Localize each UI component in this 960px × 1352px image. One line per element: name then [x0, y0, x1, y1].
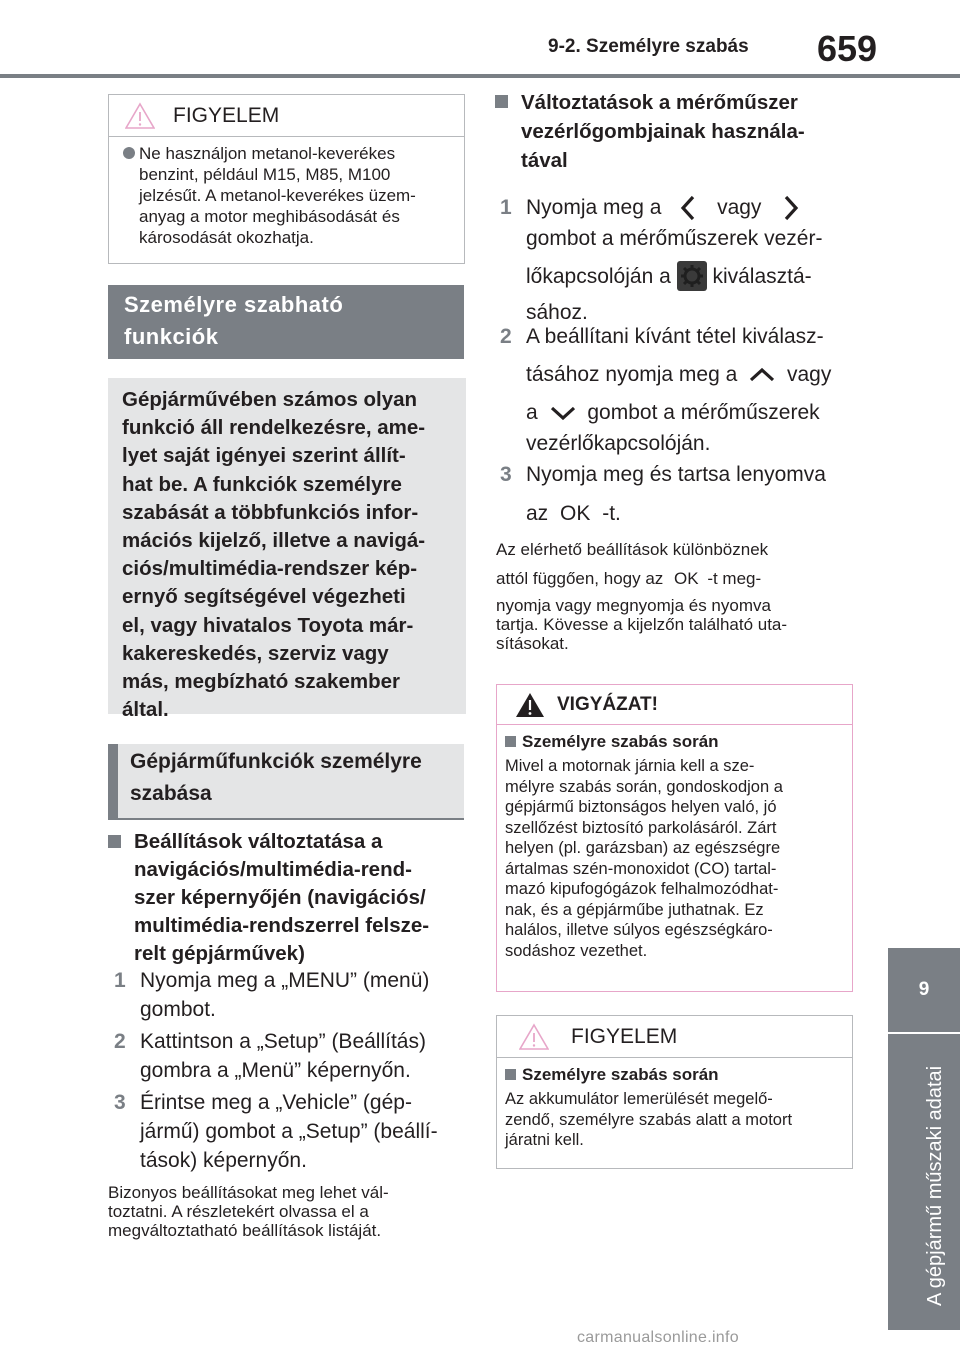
notice-title: FIGYELEM: [571, 1024, 678, 1048]
notice-header: [497, 1016, 852, 1058]
heading-line: multimédia-rendszerrel felsze-: [134, 914, 430, 937]
step-line: [526, 192, 866, 223]
warning-line: sodáshoz vezethet.: [505, 941, 648, 960]
nav-method-heading: [134, 828, 464, 968]
step-line: [526, 359, 866, 390]
intro-line: által.: [122, 698, 169, 722]
notice-box-top: [108, 94, 465, 264]
step-text: vagy: [786, 363, 832, 386]
step-line: gombot a mérőműszerek vezér-: [526, 227, 823, 251]
notice-line: zendő, személyre szabás alatt a motort: [505, 1110, 793, 1129]
note-text: -t meg-: [707, 569, 762, 588]
intro-line: ciós/multimédia-rendszer kép-: [122, 557, 418, 581]
warning-line: Mivel a motornak járnia kell a sze-: [505, 757, 755, 775]
step-line: Nyomja meg és tartsa lenyomva: [526, 463, 826, 486]
notice-title: FIGYELEM: [173, 103, 280, 127]
square-bullet-icon: [505, 736, 516, 747]
warning-line: mazó kipufogógázok felhalmozódhat-: [505, 880, 779, 898]
notice-text: [109, 137, 464, 256]
watermark: carmanualsonline.info: [577, 1329, 739, 1346]
step-text: az: [526, 502, 549, 525]
step-line: gombra a „Menü” képernyőn.: [140, 1059, 411, 1082]
step-line: sához.: [526, 300, 588, 324]
chapter-number-tab[interactable]: [888, 948, 960, 1032]
heading-line: Változtatások a mérőműszer: [521, 91, 798, 114]
meter-method-heading: [521, 88, 861, 175]
ok-button-label: OK: [674, 569, 699, 588]
notice-line: anyag a motor meghibásodását és: [139, 207, 400, 226]
step-line: [526, 261, 866, 292]
chapter-number: 9: [918, 979, 930, 1000]
note-line: megváltoztatható beállítások listáját.: [108, 1221, 382, 1240]
chevron-right-icon: [773, 193, 809, 223]
chapter-title: A gépjármű műszaki adatai: [924, 1065, 946, 1306]
warning-title: VIGYÁZAT!: [557, 693, 658, 715]
step-number: 2: [500, 325, 512, 348]
note-line: nyomja vagy megnyomja és nyomva: [496, 596, 771, 615]
square-bullet-icon: [108, 835, 121, 848]
notice-line: járatni kell.: [505, 1131, 584, 1149]
step-text: tásához nyomja meg a: [526, 363, 738, 386]
section-title-line: funkciók: [124, 324, 219, 349]
intro-line: ernyő segítségével végezheti: [122, 585, 406, 609]
step-line: tások) képernyőn.: [140, 1149, 307, 1172]
page-number: 659: [817, 28, 878, 69]
ok-button-label: OK: [560, 502, 591, 525]
intro-line: mációs kijelző, illetve a navigá-: [122, 529, 426, 553]
step-text: kiválasztá-: [712, 265, 812, 289]
warning-line: mélyre szabás során, gondoskodjon a: [505, 777, 783, 796]
warning-line: ártalmas szén-monoxidot (CO) tartal-: [505, 859, 777, 878]
nav-step-2: [114, 1027, 470, 1085]
section-title: [108, 285, 464, 359]
notice-header: [109, 95, 464, 137]
nav-step-1: [114, 966, 470, 1024]
step-number: 2: [114, 1030, 126, 1053]
notice-line: benzint, például M15, M85, M100: [139, 165, 391, 184]
heading-line: Beállítások változtatása a: [134, 830, 383, 853]
warning-line: helyen (pl. garázsban) az egészségre: [505, 839, 781, 857]
intro-line: szabását a többfunkciós infor-: [122, 500, 419, 524]
heading-line: relt gépjárművek): [134, 942, 305, 965]
notice-box-bottom: [496, 1015, 853, 1169]
intro-box: [108, 378, 466, 722]
square-bullet-icon: [505, 1069, 516, 1080]
subsection-title-line: Gépjárműfunkciók személyre: [130, 750, 422, 773]
notice-subheading: [505, 1064, 842, 1085]
step-text: -t.: [602, 502, 621, 525]
intro-line: kakereskedés, szerviz vagy: [122, 641, 389, 665]
notice-line: Az akkumulátor lemerülését megelő-: [505, 1090, 773, 1108]
heading-line: vezérlőgombjainak használa-: [521, 120, 805, 143]
intro-line: funkció áll rendelkezésre, ame-: [122, 416, 426, 440]
notice-subheading-text: Személyre szabás során: [522, 1065, 719, 1084]
heading-line: tával: [521, 149, 568, 172]
warning-line: nak, és a gépjárműbe juthatnak. Ez: [505, 900, 764, 919]
step-number: 3: [114, 1091, 126, 1114]
subsection-title-line: szabása: [130, 782, 212, 805]
notice-line: károsodását okozhatja.: [139, 228, 314, 247]
step-number: 3: [500, 463, 512, 486]
note-line: sításokat.: [496, 634, 569, 653]
warning-line: halálos, illetve súlyos egészségkáro-: [505, 921, 773, 939]
gear-icon: [677, 261, 707, 291]
warning-line: gépjármű biztonságos helyen való, jó: [505, 798, 777, 816]
intro-line: el, vagy hivatalos Toyota már-: [122, 613, 414, 637]
warning-text: [497, 725, 852, 969]
note-text: attól függően, hogy az: [496, 569, 664, 588]
warning-header: [497, 685, 852, 725]
section-title-line: Személyre szabható: [124, 292, 344, 317]
notice-text: [497, 1058, 852, 1159]
intro-line: más, megbízható szakember: [122, 670, 400, 694]
step-text: gombot a mérőműszerek: [587, 401, 820, 424]
chevron-left-icon: [671, 193, 707, 223]
meter-step-2: [500, 321, 866, 459]
step-line: Kattintson a „Setup” (Beállítás): [140, 1030, 426, 1053]
step-line: A beállítani kívánt tétel kiválasz-: [526, 325, 824, 348]
warning-subheading-text: Személyre szabás során: [522, 732, 719, 751]
bullet-dot-icon: [123, 147, 135, 159]
step-line: vezérlőkapcsolóján.: [526, 432, 711, 455]
warning-box: [496, 684, 853, 992]
step-text: vagy: [717, 196, 762, 219]
step-line: Érintse meg a „Vehicle” (gép-: [140, 1091, 412, 1114]
intro-line: hat be. A funkciók személyre: [122, 472, 402, 496]
heading-line: szer képernyőjén (navigációs/: [134, 886, 426, 909]
step-number: 1: [114, 969, 126, 992]
caution-triangle-icon: [519, 1023, 549, 1051]
note-line: tartja. Kövesse a kijelzőn található uta-: [496, 615, 788, 634]
step-line: jármű) gombot a „Setup” (beállí-: [140, 1120, 438, 1143]
warning-triangle-icon: [515, 691, 545, 719]
chevron-up-icon: [745, 362, 779, 388]
meter-step-1: [500, 192, 866, 328]
intro-line: Gépjárművében számos olyan: [122, 388, 418, 411]
header-rule: [0, 74, 960, 78]
note-line: Bizonyos beállításokat meg lehet vál-: [108, 1183, 389, 1202]
step-line: Nyomja meg a „MENU” (menü): [140, 969, 430, 992]
note-line: [496, 569, 856, 588]
notice-line: Ne használjon metanol-keverékes: [139, 144, 396, 163]
section-header: 9-2. Személyre szabás: [548, 36, 749, 57]
step-number: 1: [500, 196, 512, 219]
nav-step-3: [114, 1088, 470, 1175]
nav-note: [108, 1183, 468, 1240]
warning-subheading: [505, 731, 842, 752]
heading-line: navigációs/multimédia-rend-: [134, 858, 412, 881]
step-line: [526, 498, 866, 529]
note-line: toztatni. A részletekért olvassa el a: [108, 1202, 369, 1221]
step-text: a: [526, 401, 538, 424]
warning-line: szellőzést biztosító parkolásáról. Zárt: [505, 818, 777, 837]
chevron-down-icon: [546, 400, 580, 426]
intro-line: lyet saját igényei szerint állít-: [122, 444, 406, 468]
subsection-title: [108, 744, 464, 820]
step-text: lőkapcsolóján a: [526, 265, 671, 289]
meter-step-3: [500, 459, 866, 529]
step-text: Nyomja meg a: [526, 196, 662, 219]
step-line: gombot.: [140, 998, 216, 1021]
step-line: [526, 397, 866, 428]
meter-note: [496, 540, 856, 653]
caution-triangle-icon: [125, 102, 155, 130]
note-line: Az elérhető beállítások különböznek: [496, 540, 769, 559]
notice-line: jelzésűt. A metanol-keverékes üzem-: [139, 186, 416, 205]
square-bullet-icon: [495, 95, 508, 108]
